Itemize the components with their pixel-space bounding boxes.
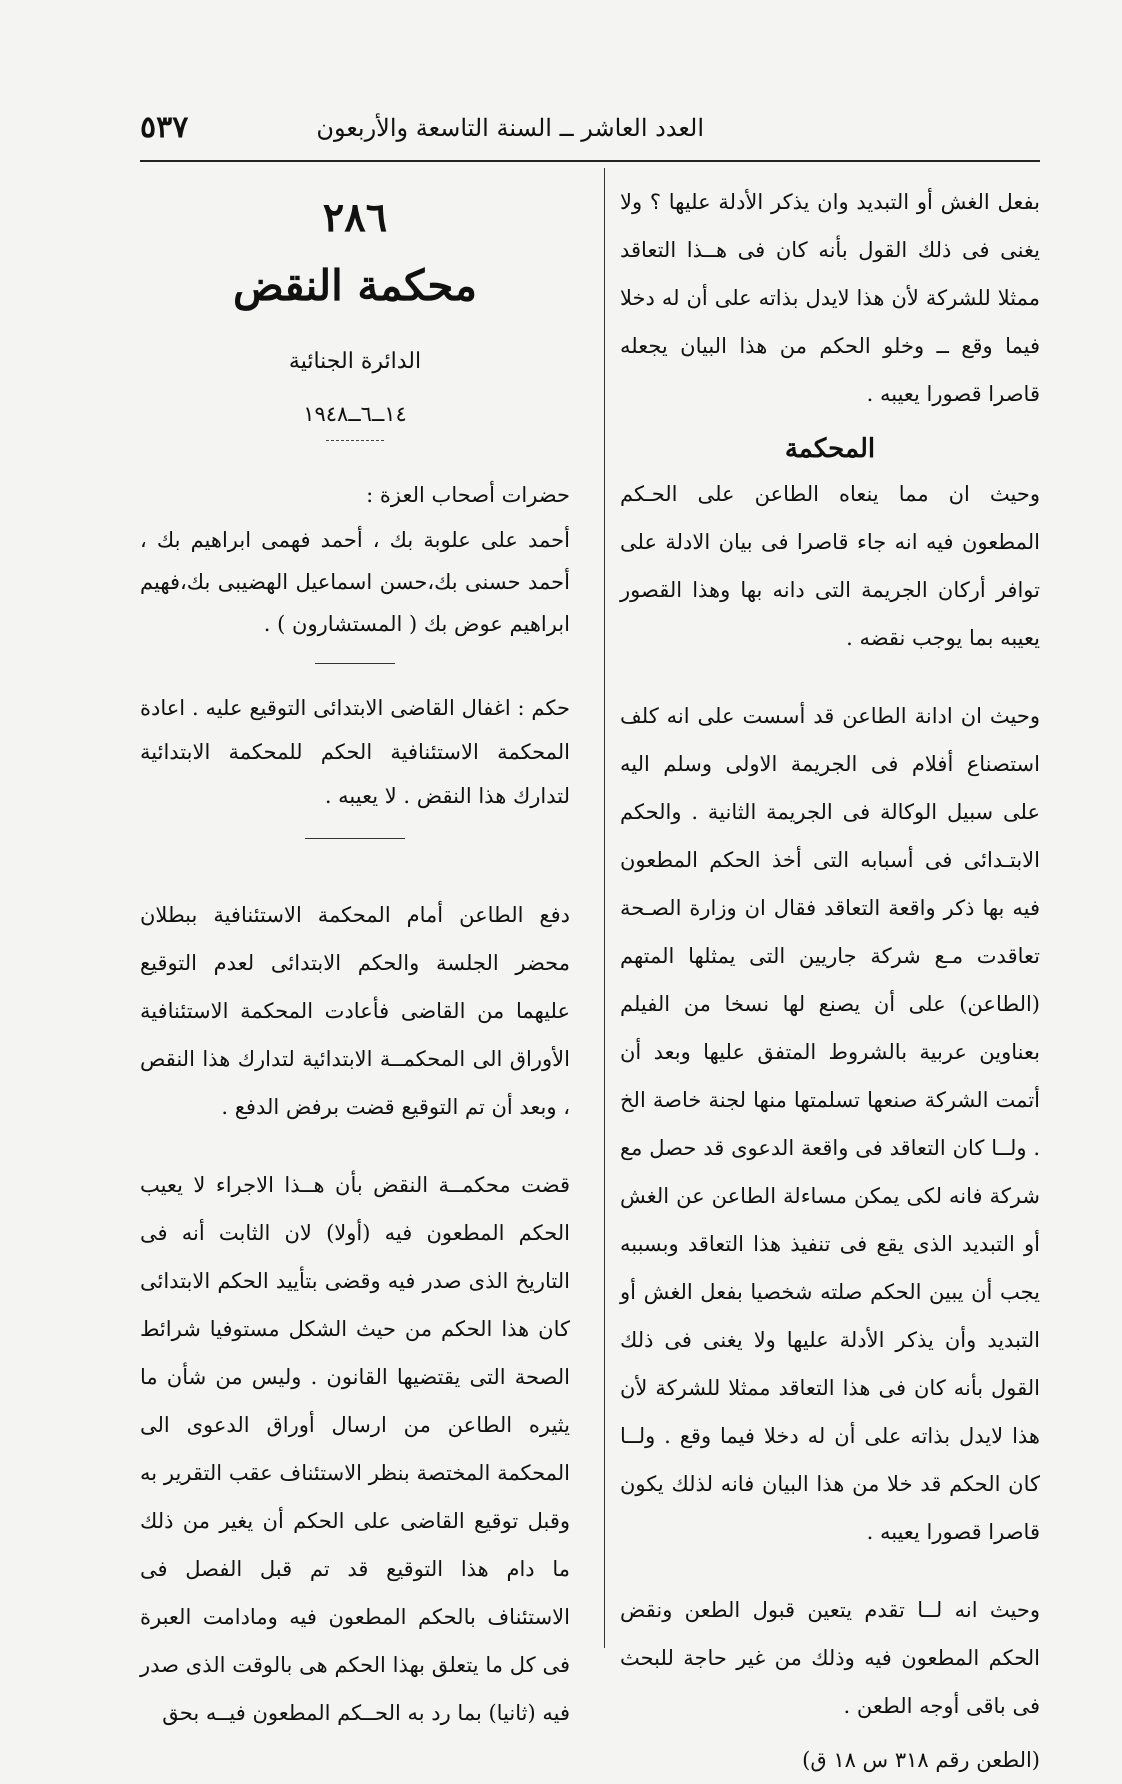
- paragraph: وحيث ان ادانة الطاعن قد أسست على انه كلف استصناع أفلام فى الجريمة الاولى وسلم اليه على سبيل الوكالة فى الجريمة الثانية . والحكم الابتـدائى فى أسبابه التى أخذ الحكم المطعون فيه بها ذكر واقعة التعاقد فقال ان وزارة الصـحة تعاقدت مـع شركة جاريين التى يمثلها المتهم (الطاعن) على أن يصنع لها نسخا من الفيلم بعناوين عربية بالشروط المتفق عليها وبعد أن أتمت الشركة صنعها تسلمتها منها لجنة خاصة الخ . ولــا كان التعاقد فى واقعة الدعوى قد حصل مع شركة فانه لكى يمكن مساءلة الطاعن عن الغش أو التبديد الذى يقع فى تنفيذ هذا التعاقد وبسببه يجب أن يبين الحكم صلته شخصيا بفعل الغش أو التبديد وأن يذكر الأدلة عليها ولا يغنى فى ذلك القول بأنه كان فى هذا التعاقد ممثلا للشركة لأن هذا لايدل بذاته على أن له دخلا فيما وقع . ولــا كان الحكم قد خلا من هذا البيان فانه لذلك يكون قاصرا قصورا يعيبه .: [620, 704, 1040, 1544]
- court-name: محكمة النقض: [232, 261, 478, 310]
- header-rule: [140, 160, 1040, 162]
- judges-list: أحمد على علوبة بك ، أحمد فهمى ابراهيم بك ، أحمد حسنى بك،حسن اسماعيل الهضيبى بك،فهيم ابراهيم عوض بك ( المستشارون ) .: [140, 528, 570, 636]
- paragraph: وحيث ان مما ينعاه الطاعن على الحـكم المطعون فيه انه جاء قاصرا فى بيان الادلة على توافر أركان الجريمة التى دانه بها وهذا القصور يعيبه بما يوجب نقضه .: [620, 482, 1040, 650]
- spacer: [140, 1131, 570, 1161]
- paragraph: دفع الطاعن أمام المحكمة الاستئنافية ببطلان محضر الجلسة والحكم الابتدائى لعدم التوقيع عليهما من القاضى فأعادت المحكمة الاستئنافية الأوراق الى المحكمــة الابتدائية لتدارك هذا النقص ، وبعد أن تم التوقيع قضت برفض الدفع .: [140, 903, 570, 1119]
- divider: [326, 440, 384, 441]
- running-head: العدد العاشر ــ السنة التاسعة والأربعون: [316, 114, 704, 142]
- case-number: ٢٨٦: [322, 194, 388, 241]
- circuit-name: الدائرة الجنائية: [288, 349, 422, 374]
- divider: [305, 838, 405, 839]
- section-heading: المحكمة: [784, 434, 876, 464]
- page-header: [140, 110, 1032, 152]
- paragraph: بفعل الغش أو التبديد وان يذكر الأدلة عليها ؟ ولا يغنى فى ذلك القول بأنه كان فى هــذا التعاقد ممثلا للشركة لأن هذا لايدل بذاته على أن له دخلا فيما وقع ــ وخلو الحكم من هذا البيان يجعله قاصرا قصورا يعيبه .: [620, 190, 1040, 406]
- headnote: حكم : اغفال القاضى الابتدائى التوقيع عليه . اعادة المحكمة الاستئنافية الحكم للمحكمة الابتدائية لتدارك هذا النقض . لا يعيبه .: [140, 696, 570, 808]
- paragraph: قضت محكمــة النقض بأن هــذا الاجراء لا يعيب الحكم المطعون فيه (أولا) لان الثابت أنه فى التاريخ الذى صدر فيه وقضى بتأييد الحكم الابتدائى كان هذا الحكم من حيث الشكل مستوفيا شرائط الصحة التى يقتضيها القانون . وليس من شأن ما يثيره الطاعن من ارسال أوراق الدعوى الى المحكمة المختصة بنظر الاستئناف عقب التقرير به وقبل توقيع القاضى على الحكم أن يغير من ذلك ما دام هذا التوقيع قد تم قبل الفصل فى الاستئناف بالحكم المطعون فيه ومادامت العبرة فى كل ما يتعلق بهذا الحكم هى بالوقت الذى صدر فيه (ثانيا) بما رد به الحــكم المطعون فيــه بحق: [140, 1173, 570, 1725]
- judgment-date: ١٤ــ٦ــ١٩٤٨: [303, 402, 407, 426]
- left-column: [140, 178, 570, 1737]
- right-column: [620, 178, 1040, 1784]
- divider: [315, 663, 395, 664]
- judges-intro: حضرات أصحاب العزة :: [366, 483, 570, 507]
- column-divider: [604, 168, 605, 1648]
- paragraph: وحيث انه لــا تقدم يتعين قبول الطعن ونقض الحكم المطعون فيه وذلك من غير حاجة للبحث فى باقى أوجه الطعن .: [620, 1598, 1040, 1718]
- spacer: [620, 662, 1040, 692]
- page-number: ٥٣٧: [140, 110, 189, 145]
- case-citation: (الطعن رقم ٣١٨ س ١٨ ق): [802, 1748, 1040, 1772]
- spacer: [620, 1556, 1040, 1586]
